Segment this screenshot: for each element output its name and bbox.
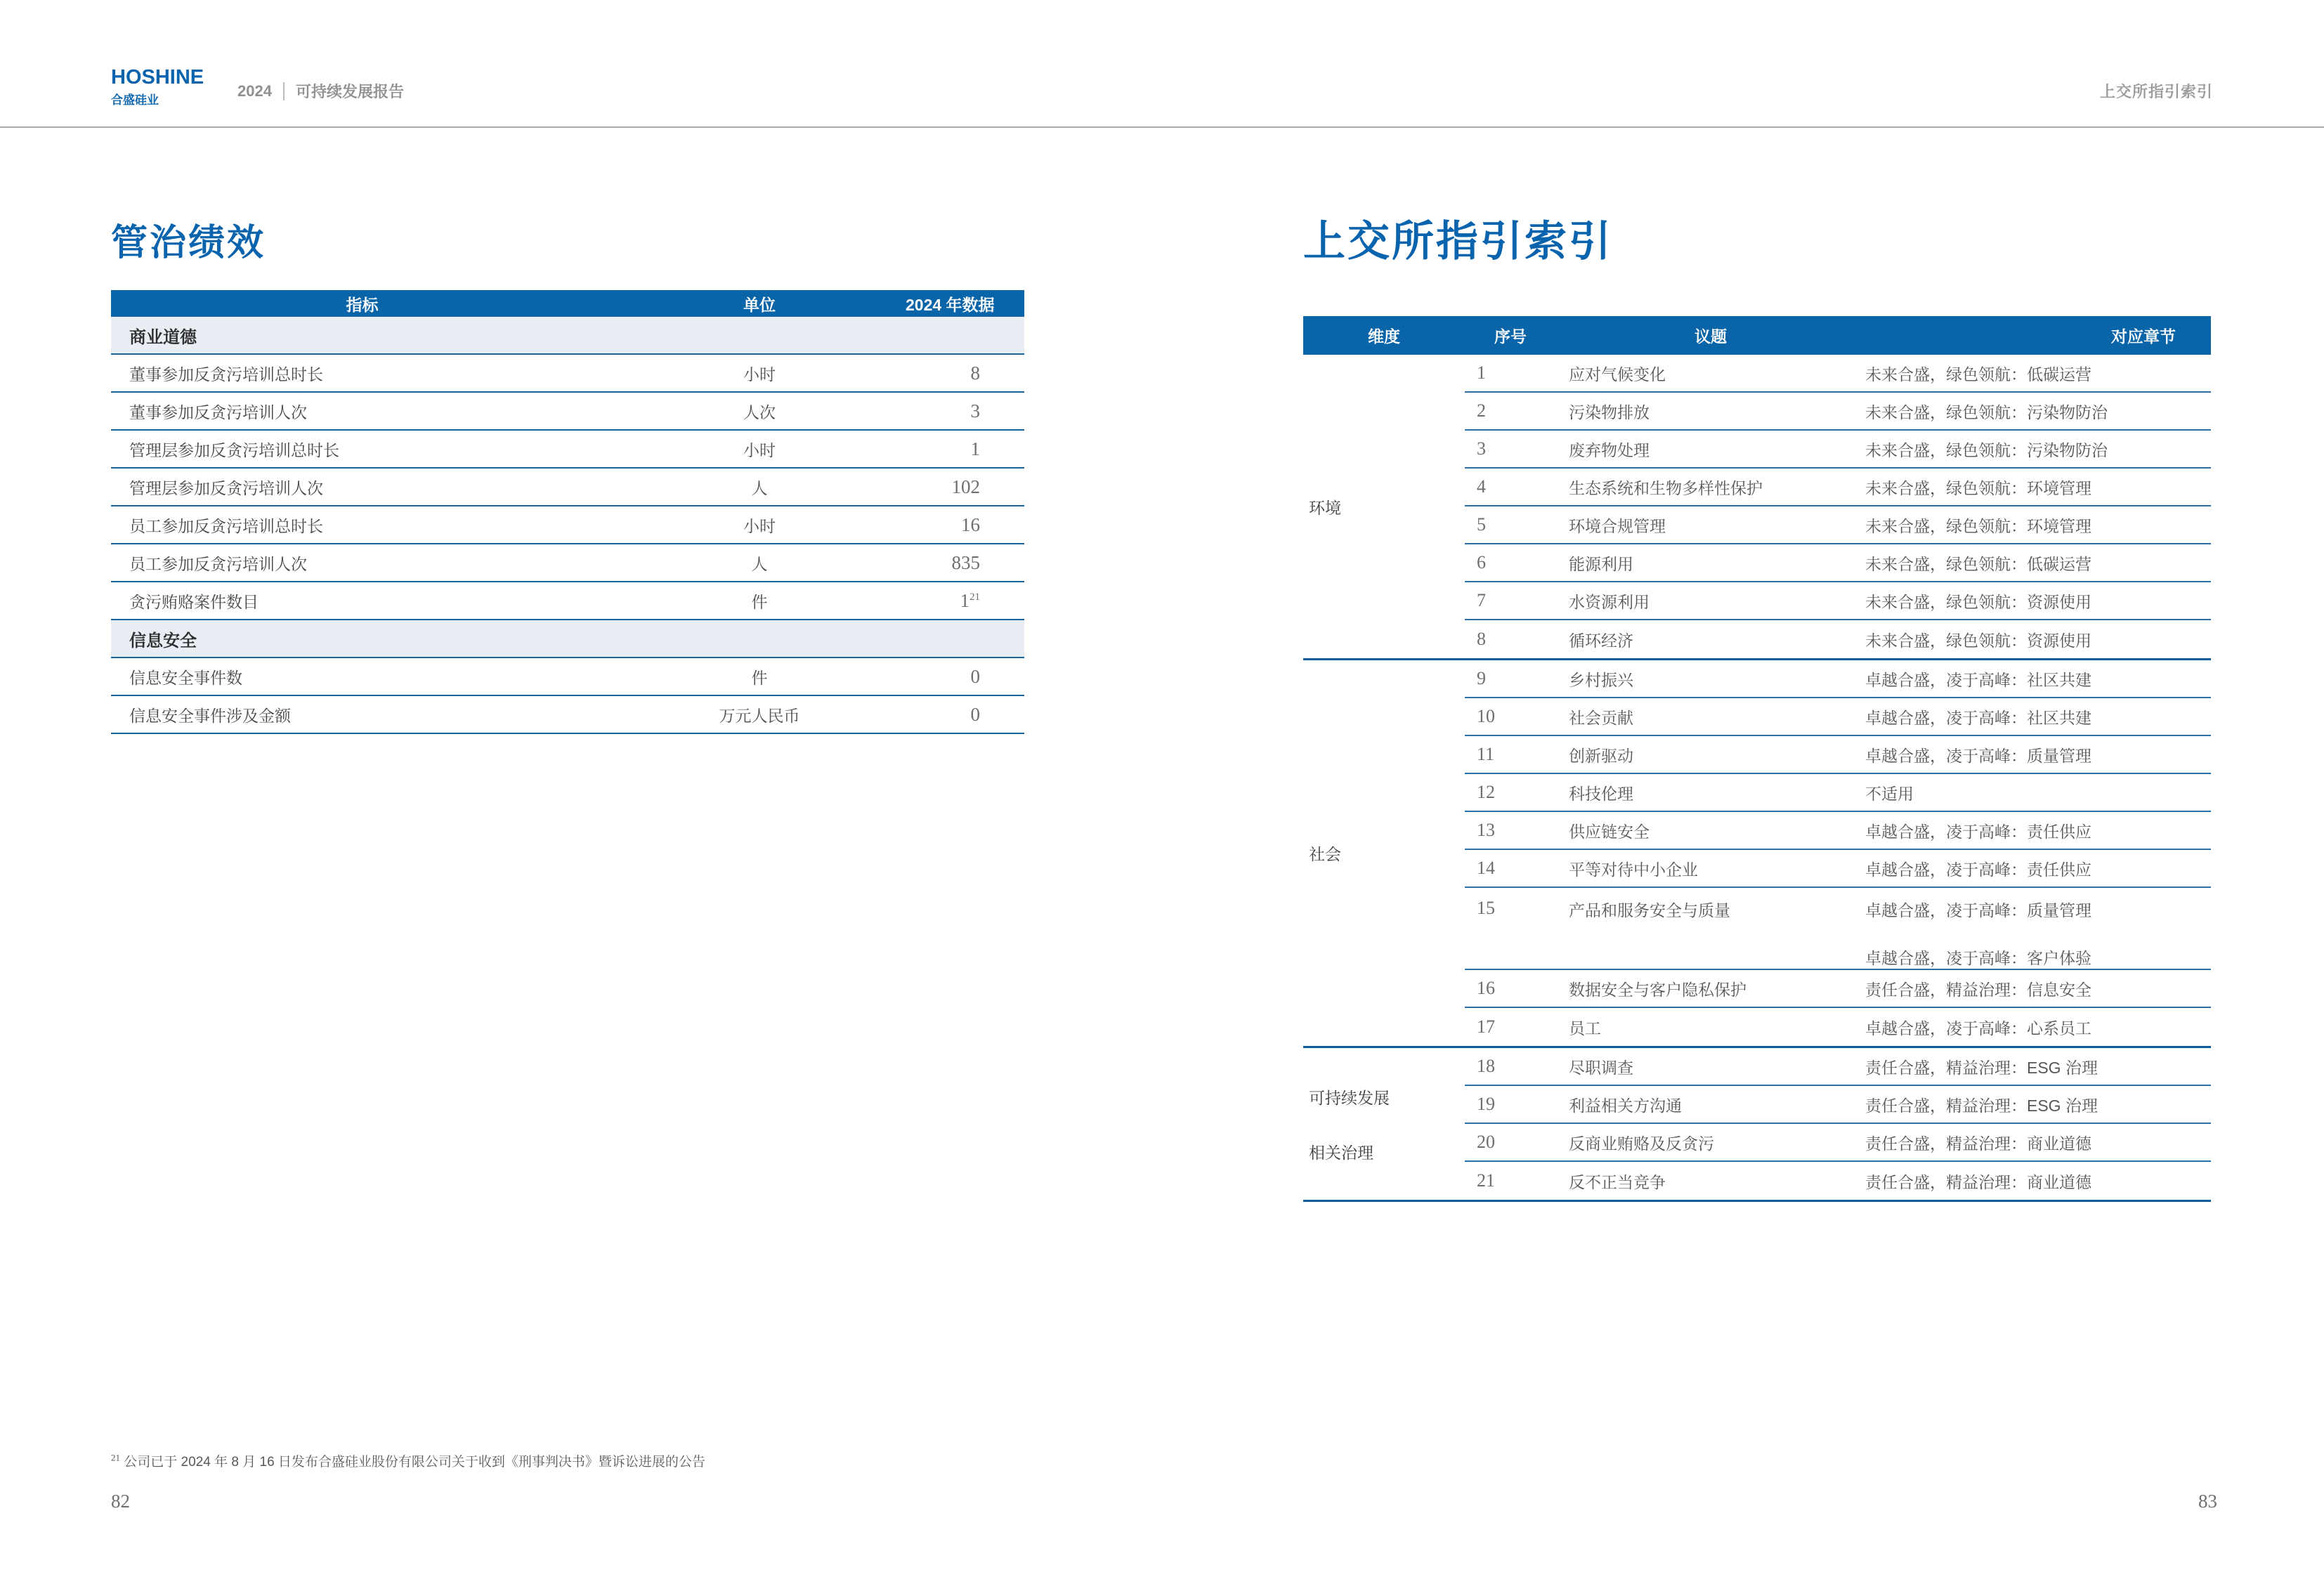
dimension-label — [1303, 1048, 1465, 1200]
row-topic: 乡村振兴 — [1569, 670, 1633, 689]
row-number: 16 — [1477, 978, 1495, 998]
row-label: 员工参加反贪污培训总时长 — [129, 516, 323, 535]
table-row — [111, 544, 1024, 582]
section-row-information-security: 信息安全 — [111, 620, 1024, 658]
table-row — [111, 431, 1024, 469]
row-unit: 件 — [751, 592, 768, 611]
row-topic: 生态系统和生物多样性保护 — [1569, 478, 1763, 497]
sse-row — [1465, 888, 2211, 970]
row-topic: 利益相关方沟通 — [1569, 1096, 1682, 1115]
row-number: 1 — [1477, 362, 1486, 383]
row-chapter: 未来合盛，绿色领航：污染物防治 — [1865, 403, 2108, 421]
footnote-text: 公司已于 2024 年 8 月 16 日发布合盛硅业股份有限公司关于收到《刑事判决书》暨诉讼进展的公告 — [124, 1455, 705, 1470]
row-number: 19 — [1477, 1094, 1495, 1114]
row-topic: 污染物排放 — [1569, 403, 1650, 421]
row-chapter: 卓越合盛，凌于高峰：社区共建 — [1865, 670, 2091, 689]
sse-index-title: 上交所指引索引 — [1303, 218, 1613, 265]
sse-row — [1465, 1124, 2211, 1162]
sse-row — [1465, 431, 2211, 469]
row-topic: 反商业贿赂及反贪污 — [1569, 1134, 1714, 1153]
sse-row — [1465, 506, 2211, 544]
sse-row — [1465, 544, 2211, 582]
dimension-section-sustainability-governance — [1303, 1046, 2211, 1200]
logo-chinese-name: 合盛硅业 — [111, 93, 159, 107]
sse-row — [1465, 469, 2211, 506]
row-number: 12 — [1477, 782, 1495, 802]
row-topic: 环境合规管理 — [1569, 516, 1666, 535]
sse-row — [1465, 970, 2211, 1008]
row-value: 835 — [951, 551, 980, 573]
col-header-chapter: 对应章节 — [2111, 327, 2176, 346]
row-chapter — [1865, 898, 2211, 969]
row-number: 7 — [1477, 590, 1486, 610]
row-chapter: 未来合盛，绿色领航：资源使用 — [1865, 592, 2091, 611]
row-label: 管理层参加反贪污培训人次 — [129, 478, 323, 497]
row-topic: 平等对待中小企业 — [1569, 860, 1698, 879]
row-unit: 小时 — [743, 365, 776, 384]
sse-row — [1465, 393, 2211, 431]
value-number: 1 — [960, 589, 970, 611]
chapter-line-2: 卓越合盛，凌于高峰：客户体验 — [1865, 949, 2091, 967]
row-number: 11 — [1477, 744, 1495, 764]
governance-performance-table — [111, 290, 1024, 734]
row-topic: 反不正当竞争 — [1569, 1172, 1666, 1191]
row-unit: 万元人民币 — [719, 706, 800, 725]
row-number: 3 — [1477, 438, 1486, 459]
table-row — [111, 658, 1024, 696]
row-value: 3 — [970, 400, 980, 421]
row-value: 0 — [970, 703, 980, 725]
sse-row — [1465, 850, 2211, 888]
row-value: 102 — [951, 476, 980, 497]
row-chapter: 未来合盛，绿色领航：低碳运营 — [1865, 554, 2091, 573]
sse-index-table — [1303, 316, 2211, 1202]
row-unit: 人 — [751, 554, 768, 573]
footnote — [111, 1451, 1095, 1470]
row-label: 贪污贿赂案件数目 — [129, 592, 259, 611]
row-label: 信息安全事件涉及金额 — [129, 706, 291, 725]
row-chapter: 未来合盛，绿色领航：污染物防治 — [1865, 440, 2108, 459]
row-value: 0 — [970, 665, 980, 687]
row-label: 董事参加反贪污培训总时长 — [129, 365, 323, 384]
table-row — [111, 355, 1024, 393]
governance-performance-title: 管治绩效 — [111, 223, 266, 263]
sse-row — [1465, 1162, 2211, 1200]
sse-row — [1465, 355, 2211, 393]
col-header-topic: 议题 — [1695, 327, 1727, 346]
table-row — [111, 506, 1024, 544]
chapter-line-1: 卓越合盛，凌于高峰：质量管理 — [1865, 901, 2091, 920]
col-header-number: 序号 — [1494, 327, 1527, 346]
row-topic: 科技伦理 — [1569, 784, 1633, 803]
row-label: 员工参加反贪污培训人次 — [129, 554, 307, 573]
row-number: 9 — [1477, 668, 1486, 688]
row-value: 16 — [961, 513, 980, 535]
row-number: 15 — [1477, 898, 1495, 918]
hoshine-logo — [111, 67, 209, 107]
row-chapter: 卓越合盛，凌于高峰：社区共建 — [1865, 708, 2091, 727]
row-label: 管理层参加反贪污培训总时长 — [129, 440, 339, 459]
table-header-row — [1303, 316, 2211, 355]
row-topic: 数据安全与客户隐私保护 — [1569, 980, 1747, 999]
col-header-indicator: 指标 — [346, 295, 379, 314]
dimension-text-line2: 相关治理 — [1309, 1143, 1373, 1162]
report-title: 可持续发展报告 — [295, 83, 404, 100]
row-unit: 小时 — [743, 440, 776, 459]
sse-row — [1465, 582, 2211, 620]
row-unit: 小时 — [743, 516, 776, 535]
dimension-section-society — [1303, 658, 2211, 1046]
row-chapter: 卓越合盛，凌于高峰：质量管理 — [1865, 746, 2091, 765]
row-value: 1 — [970, 438, 980, 459]
row-chapter: 不适用 — [1865, 784, 1914, 803]
dimension-section-environment — [1303, 355, 2211, 658]
row-topic: 社会贡献 — [1569, 708, 1633, 727]
row-topic: 员工 — [1569, 1019, 1601, 1038]
row-topic: 应对气候变化 — [1569, 365, 1666, 384]
row-number: 5 — [1477, 514, 1486, 535]
row-chapter: 责任合盛，精益治理：信息安全 — [1865, 980, 2091, 999]
dimension-text: 社会 — [1309, 845, 1341, 863]
row-topic: 水资源利用 — [1569, 592, 1650, 611]
row-number: 10 — [1477, 706, 1495, 726]
section-rows — [1465, 660, 2211, 1046]
row-chapter: 未来合盛，绿色领航：资源使用 — [1865, 631, 2091, 650]
table-header-row — [111, 290, 1024, 317]
footnote-sup: 21 — [111, 1452, 120, 1463]
row-number: 21 — [1477, 1170, 1495, 1191]
row-topic: 能源利用 — [1569, 554, 1633, 573]
table-row — [111, 582, 1024, 620]
row-number: 20 — [1477, 1132, 1495, 1152]
dimension-text-line1: 可持续发展 — [1309, 1088, 1390, 1107]
dimension-label — [1303, 660, 1465, 1046]
row-topic: 废弃物处理 — [1569, 440, 1650, 459]
dimension-text: 环境 — [1309, 498, 1341, 517]
row-value — [906, 590, 1024, 612]
page-number-right: 83 — [2198, 1491, 2217, 1512]
row-label: 信息安全事件数 — [129, 668, 242, 687]
row-chapter: 卓越合盛，凌于高峰：责任供应 — [1865, 822, 2091, 841]
running-section-title: 上交所指引索引 — [2099, 83, 2213, 100]
row-number: 13 — [1477, 820, 1495, 840]
row-chapter: 责任合盛，精益治理：商业道德 — [1865, 1172, 2091, 1191]
row-number: 14 — [1477, 858, 1495, 878]
header-divider — [283, 82, 285, 100]
row-chapter: 责任合盛，精益治理：ESG 治理 — [1865, 1058, 2098, 1077]
row-chapter: 卓越合盛，凌于高峰：责任供应 — [1865, 860, 2091, 879]
table-row — [111, 393, 1024, 431]
report-year: 2024 — [237, 81, 272, 100]
row-chapter: 责任合盛，精益治理：商业道德 — [1865, 1134, 2091, 1153]
row-number: 6 — [1477, 552, 1486, 572]
row-chapter: 未来合盛，绿色领航：环境管理 — [1865, 516, 2091, 535]
page-number-left: 82 — [111, 1491, 130, 1512]
row-topic: 供应链安全 — [1569, 822, 1650, 841]
row-number: 17 — [1477, 1016, 1495, 1037]
sse-row — [1465, 812, 2211, 850]
dimension-label — [1303, 355, 1465, 658]
row-unit: 件 — [751, 668, 768, 687]
col-header-2024-data: 2024 年数据 — [906, 295, 995, 314]
logo-wordmark: HOSHINE — [111, 66, 204, 89]
row-number: 8 — [1477, 629, 1486, 649]
row-chapter: 卓越合盛，凌于高峰：心系员工 — [1865, 1019, 2091, 1038]
row-number: 2 — [1477, 400, 1486, 421]
header-rule — [0, 126, 2324, 128]
row-unit: 人 — [751, 478, 768, 497]
sse-row — [1465, 774, 2211, 812]
row-chapter: 未来合盛，绿色领航：环境管理 — [1865, 478, 2091, 497]
row-value: 8 — [970, 362, 980, 384]
section-rows — [1465, 1048, 2211, 1200]
sse-row — [1465, 1086, 2211, 1124]
sse-row — [1465, 698, 2211, 736]
col-header-unit: 单位 — [743, 295, 776, 314]
table-row — [111, 696, 1024, 734]
sse-row — [1465, 1008, 2211, 1046]
row-topic: 尽职调查 — [1569, 1058, 1633, 1077]
table-row — [111, 469, 1024, 506]
row-chapter: 责任合盛，精益治理：ESG 治理 — [1865, 1096, 2098, 1115]
row-topic: 创新驱动 — [1569, 746, 1633, 765]
section-rows — [1465, 355, 2211, 658]
row-label: 董事参加反贪污培训人次 — [129, 403, 307, 421]
col-header-dimension: 维度 — [1368, 327, 1400, 346]
footnote-marker: 21 — [970, 591, 980, 603]
row-number: 18 — [1477, 1056, 1495, 1076]
sse-row — [1465, 1048, 2211, 1086]
report-header-meta — [237, 80, 404, 102]
row-number: 4 — [1477, 476, 1486, 497]
sse-row — [1465, 736, 2211, 774]
sse-row — [1465, 620, 2211, 658]
row-topic: 循环经济 — [1569, 631, 1633, 650]
section-row-business-ethics: 商业道德 — [111, 317, 1024, 355]
row-unit: 人次 — [743, 403, 776, 421]
row-topic: 产品和服务安全与质量 — [1569, 901, 1730, 920]
sse-row — [1465, 660, 2211, 698]
row-chapter: 未来合盛，绿色领航：低碳运营 — [1865, 365, 2091, 384]
